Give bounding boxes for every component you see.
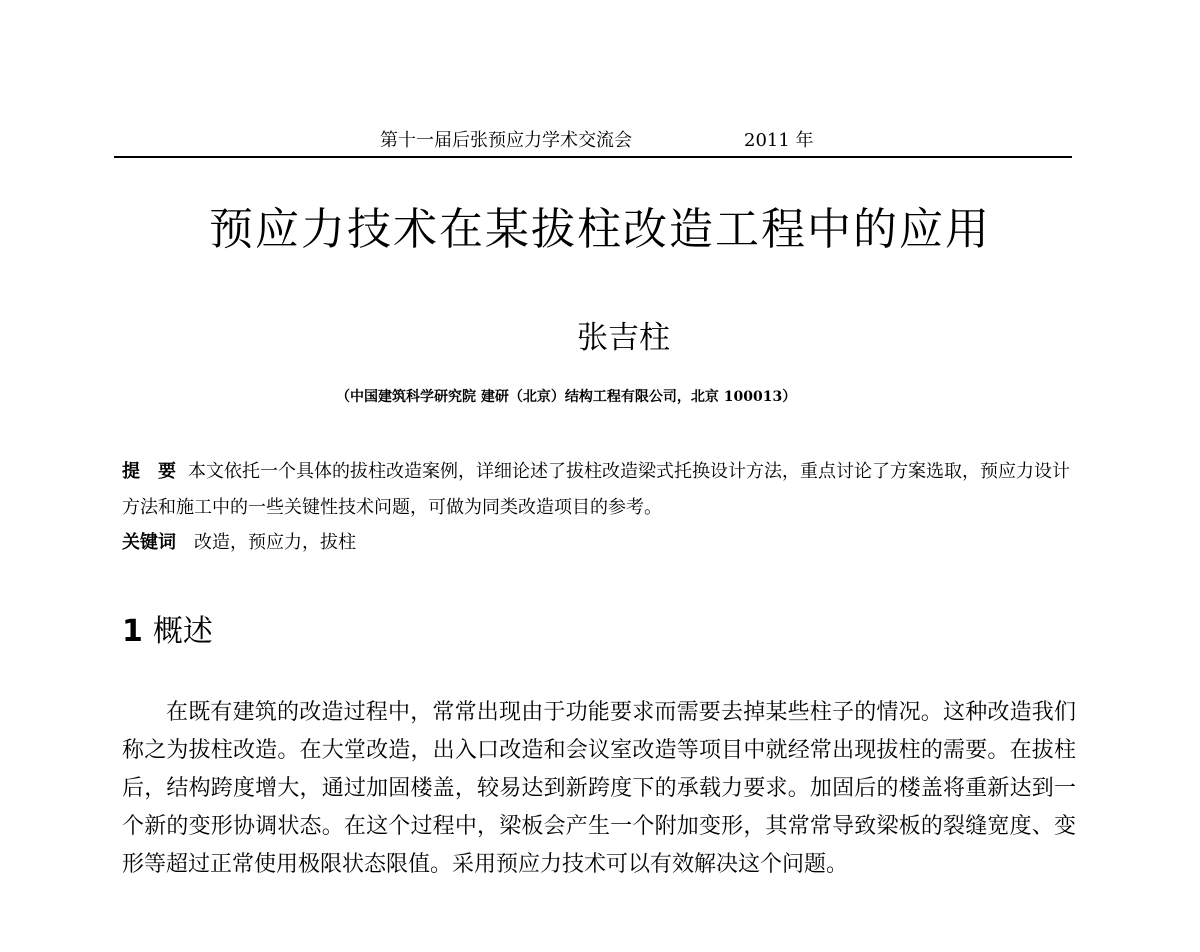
section-heading <box>122 610 213 654</box>
body-paragraph: 在既有建筑的改造过程中，常常出现由于功能要求而需要去掉某些柱子的情况。这种改造我们称之为拔柱改造。在大堂改造，出入口改造和会议室改造等项目中就经常出现拔柱的需要。在拔柱后，结构跨度增大，通过加固楼盖，较易达到新跨度下的承载力要求。加固后的楼盖将重新达到一个新的变形协调状态。在这个过程中，梁板会产生一个附加变形，其常常导致梁板的裂缝宽度、变形等超过正常使用极限状态限值。采用预应力技术可以有效解决这个问题。 <box>122 700 1076 877</box>
paper-title: 预应力技术在某拔柱改造工程中的应用 <box>209 204 991 255</box>
section-title: 概述 <box>152 614 213 649</box>
keywords-text: 改造，预应力，拔柱 <box>194 532 356 553</box>
running-header <box>114 118 1072 158</box>
paper-author: 张吉柱 <box>577 320 670 356</box>
conference-year: 2011 年 <box>744 130 814 151</box>
keywords-block <box>122 528 1078 558</box>
abstract-label: 提 要 <box>122 461 176 482</box>
section-number: 1 <box>122 614 143 649</box>
conference-name: 第十一届后张预应力学术交流会 <box>380 130 632 151</box>
keywords-label: 关键词 <box>122 532 176 553</box>
abstract-block <box>122 454 1078 526</box>
abstract-text: 本文依托一个具体的拔柱改造案例，详细论述了拔柱改造梁式托换设计方法，重点讨论了方案选取，预应力设计方法和施工中的一些关键性技术问题，可做为同类改造项目的参考。 <box>122 461 1070 518</box>
author-affiliation: （中国建筑科学研究院 建研（北京）结构工程有限公司，北京 100013） <box>336 389 797 405</box>
